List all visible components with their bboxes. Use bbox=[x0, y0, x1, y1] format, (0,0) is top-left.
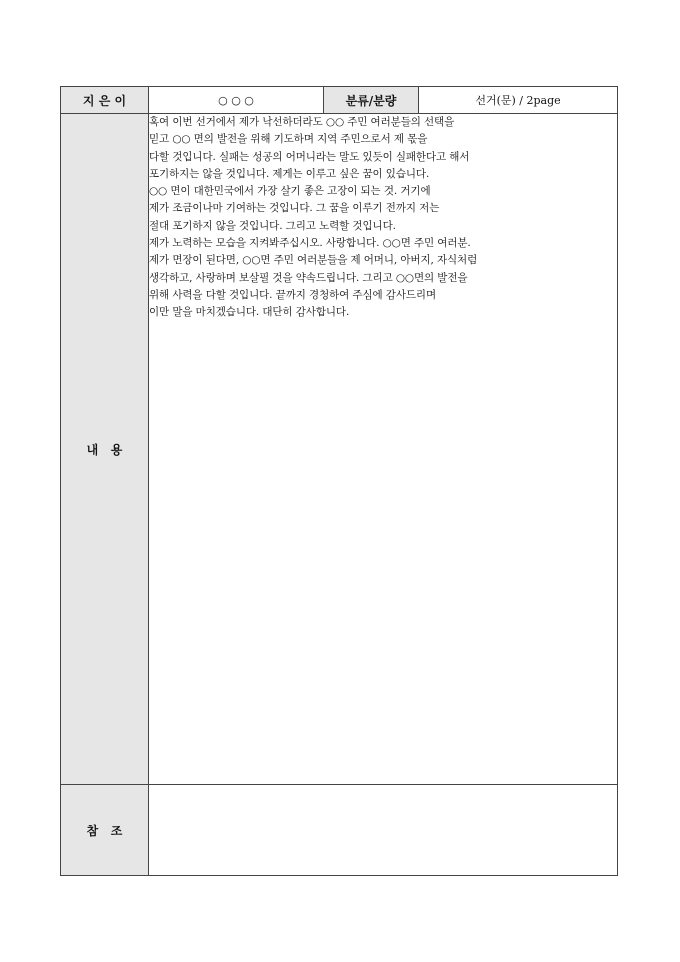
reference-body bbox=[149, 785, 618, 876]
content-body bbox=[149, 114, 618, 785]
category-value: 선거(문) / 2page bbox=[419, 87, 618, 114]
content-line: 다할 것입니다. 실패는 성공의 어머니라는 말도 있듯이 실패한다고 해서 bbox=[149, 150, 470, 163]
reference-label: 참 조 bbox=[61, 785, 149, 876]
document-form-table bbox=[60, 86, 618, 876]
author-value: ○ ○ ○ bbox=[149, 87, 324, 114]
reference-row bbox=[61, 785, 618, 876]
content-line: ○○ 면이 대한민국에서 가장 살기 좋은 고장이 되는 것. 거기에 bbox=[149, 185, 431, 198]
content-line: 혹여 이번 선거에서 제가 낙선하더라도 ○○ 주민 여러분들의 선택을 bbox=[149, 116, 455, 128]
content-label: 내 용 bbox=[61, 114, 149, 785]
content-line: 위해 사력을 다할 것입니다. 끝까지 경청하여 주심에 감사드리며 bbox=[149, 288, 437, 301]
content-line: 생각하고, 사랑하며 보살필 것을 약속드립니다. 그리고 ○○면의 발전을 bbox=[149, 271, 468, 284]
content-row bbox=[61, 114, 618, 785]
content-line: 포기하지는 않을 것입니다. 제게는 이루고 싶은 꿈이 있습니다. bbox=[149, 167, 430, 180]
category-label: 분류/분량 bbox=[324, 87, 419, 114]
content-line: 믿고 ○○ 면의 발전을 위해 기도하며 지역 주민으로서 제 몫을 bbox=[149, 133, 428, 146]
content-line: 절대 포기하지 않을 것입니다. 그리고 노력할 것입니다. bbox=[149, 219, 396, 232]
content-line: 제가 조금이나마 기여하는 것입니다. 그 꿈을 이루기 전까지 저는 bbox=[149, 202, 440, 215]
content-line: 제가 면장이 된다면, ○○면 주민 여러분들을 제 어머니, 아버지, 자식처럼 bbox=[149, 254, 478, 267]
header-row bbox=[61, 87, 618, 114]
content-line: 이만 말을 마치겠습니다. 대단히 감사합니다. bbox=[149, 306, 350, 319]
author-label: 지 은 이 bbox=[61, 87, 149, 114]
content-line: 제가 노력하는 모습을 지켜봐주십시오. 사랑합니다. ○○면 주민 여러분. bbox=[149, 237, 471, 250]
